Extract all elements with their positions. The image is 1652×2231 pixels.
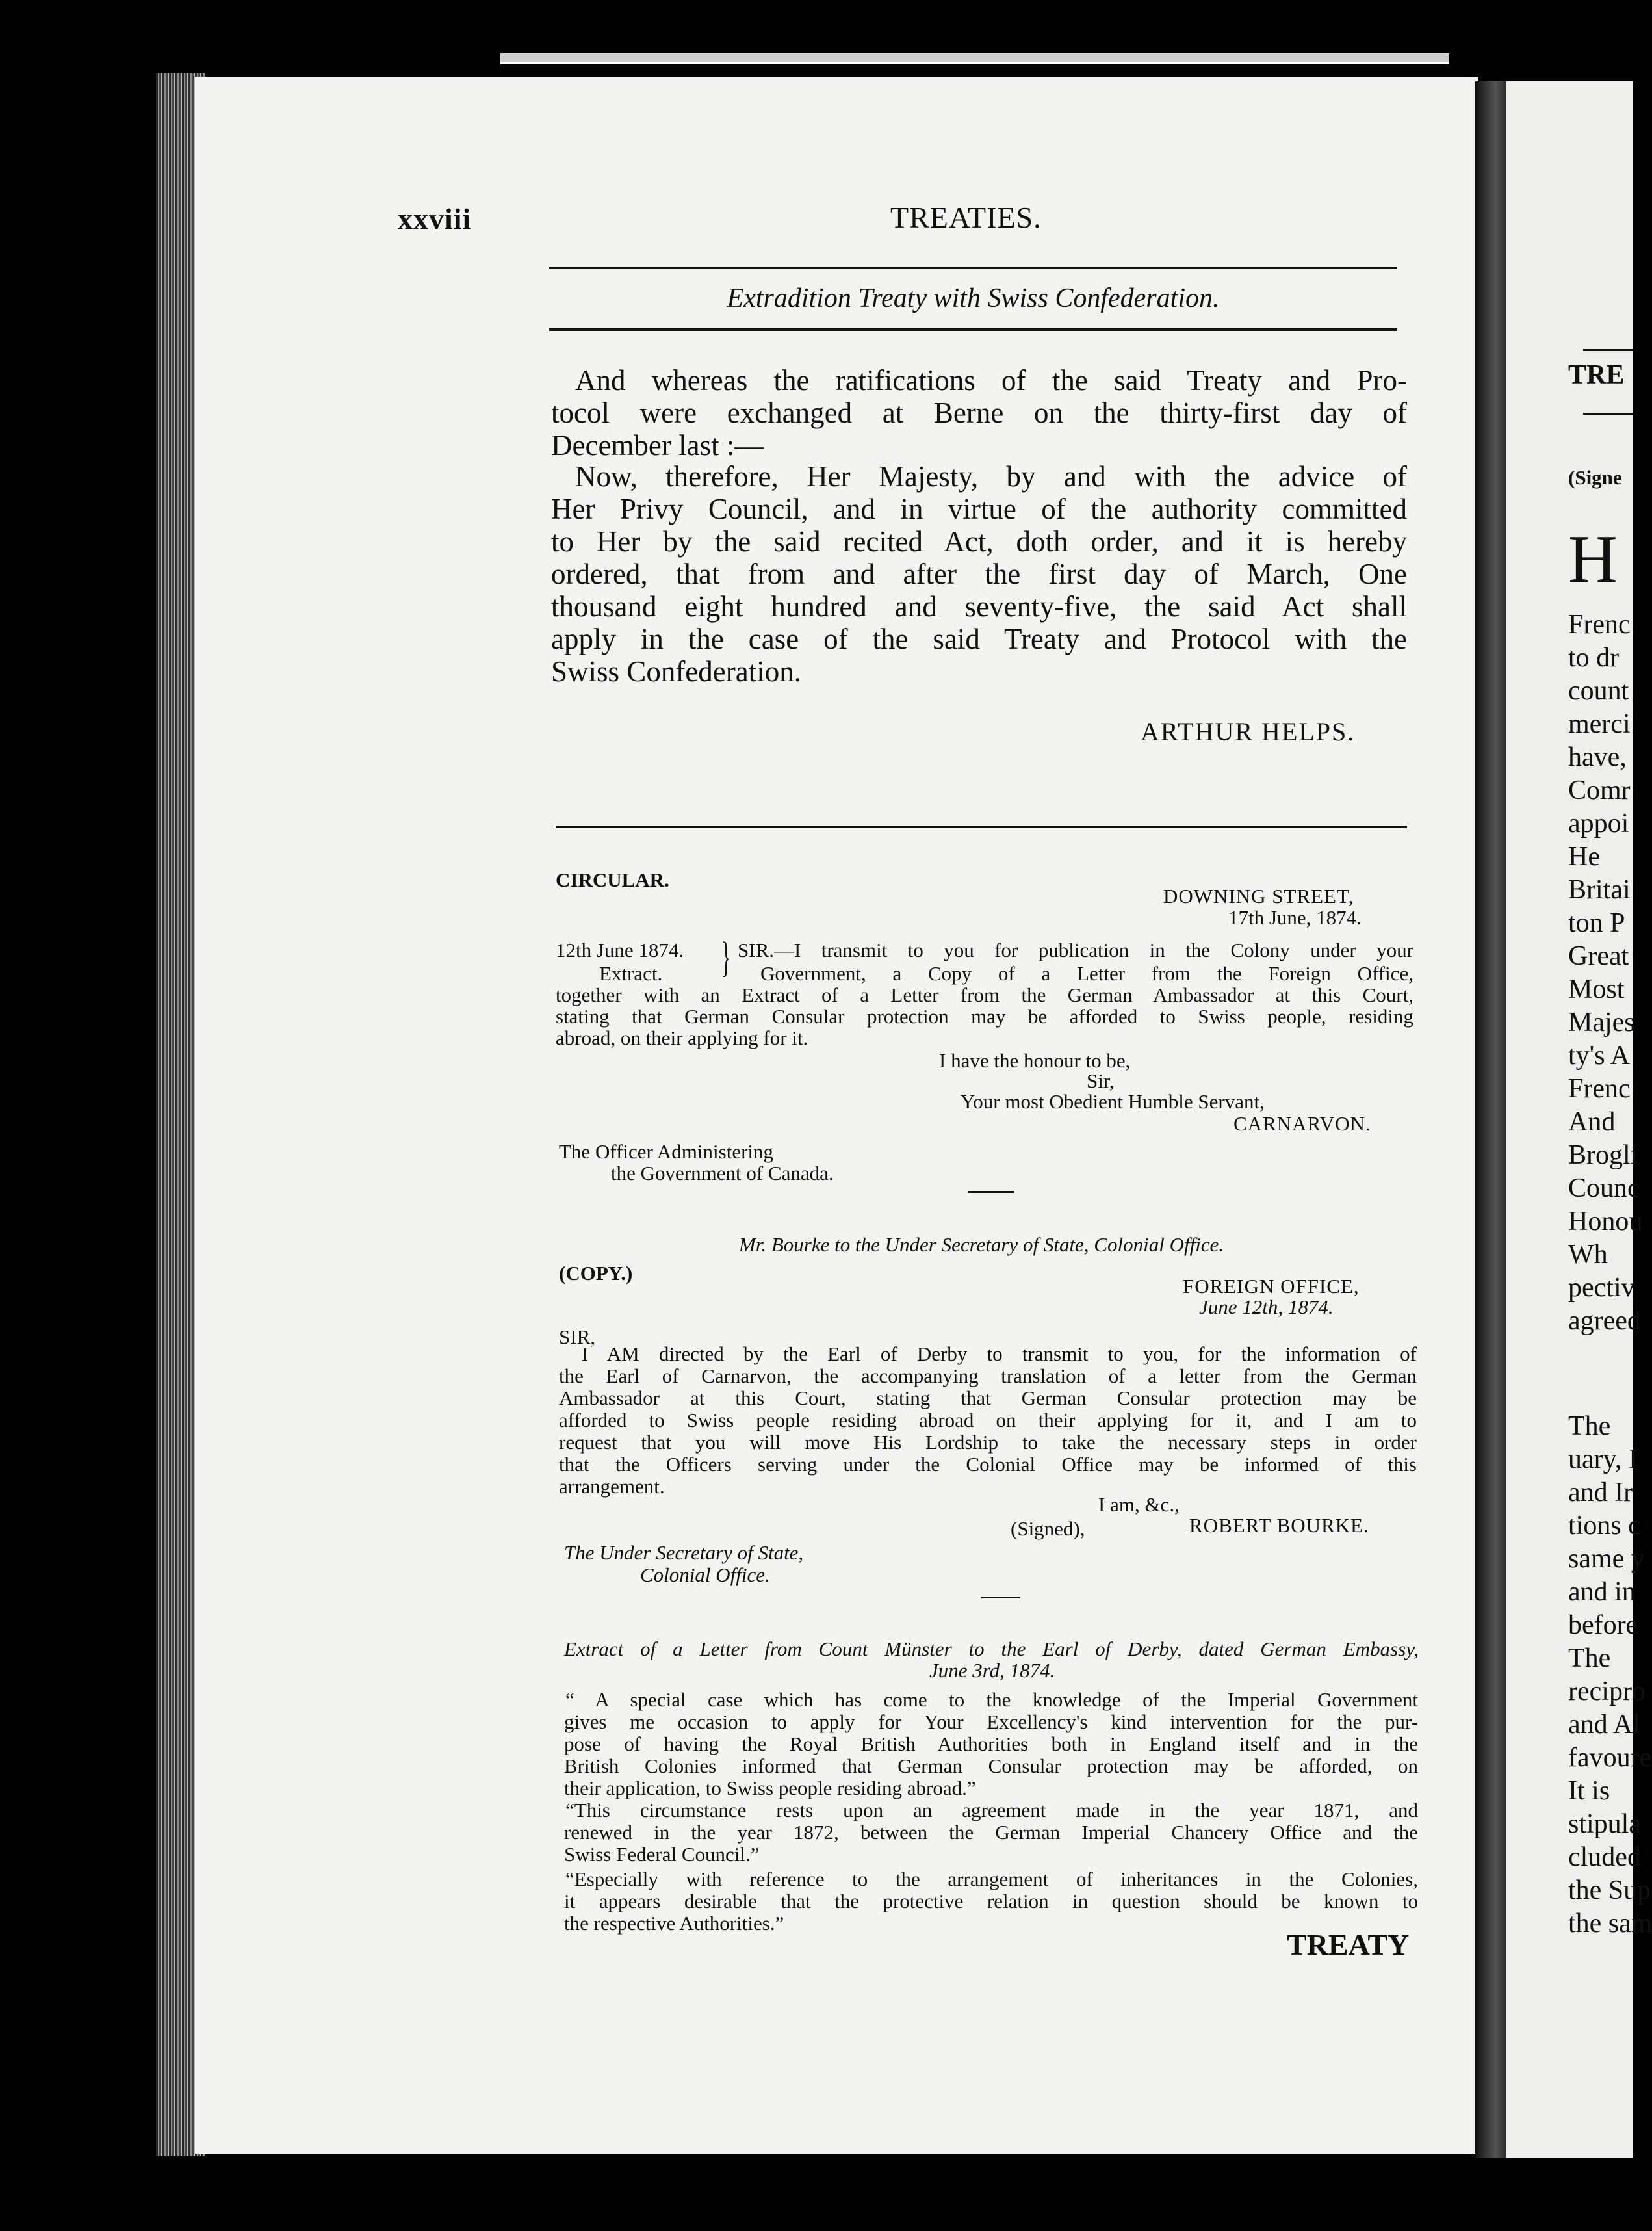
facing-line: Brogli — [1568, 1140, 1638, 1170]
letter-closing: I am, &c., — [1098, 1493, 1180, 1516]
extract-line: it appears desirable that the protective relation in question should be known to — [564, 1890, 1418, 1912]
facing-line: It is — [1568, 1776, 1610, 1806]
letter-signed: (Signed), — [1011, 1517, 1085, 1540]
header-rule-bottom — [549, 328, 1397, 331]
extract-line: “Especially with reference to the arrangement of inheritances in the Colonies, — [565, 1868, 1418, 1890]
circular-date: 17th June, 1874. — [1228, 906, 1362, 929]
order-line: tocol were exchanged at Berne on the thirty-first day of — [551, 397, 1407, 429]
letter-line: Ambassador at this Court, stating that German Consular protection may be — [559, 1387, 1417, 1409]
facing-line: ton P — [1568, 908, 1625, 938]
letter-signer: ROBERT BOURKE. — [1189, 1514, 1369, 1537]
facing-line: count — [1568, 676, 1629, 706]
margin-brace: } — [721, 933, 731, 981]
letter-line: afforded to Swiss people residing abroad on their applying for it, and I am to — [559, 1409, 1417, 1431]
order-signature: ARTHUR HELPS. — [1141, 717, 1356, 746]
facing-line: Counc — [1568, 1173, 1640, 1203]
extract-line: “This circumstance rests upon an agreement made in the year 1871, and — [565, 1799, 1418, 1821]
circular-line: stating that German Consular protection may be afforded to Swiss people, residing — [556, 1005, 1413, 1028]
facing-line: favoure — [1568, 1743, 1652, 1773]
facing-line: and Al — [1568, 1710, 1640, 1740]
facing-line: And — [1568, 1107, 1616, 1137]
facing-page — [1506, 81, 1652, 2158]
book-gutter — [1475, 81, 1509, 2158]
facing-line: The — [1568, 1411, 1611, 1441]
facing-line: H — [1568, 521, 1618, 597]
facing-line: stipula — [1568, 1809, 1641, 1839]
extract-heading: Extract of a Letter from Count Münster to the Earl of Derby, dated German Embassy, — [564, 1637, 1419, 1660]
facing-line: to dr — [1568, 643, 1620, 673]
order-line: And whereas the ratifications of the said Treaty and Pro- — [575, 364, 1407, 397]
extract-line: their application, to Swiss people residing abroad.” — [564, 1777, 976, 1799]
facing-line: pectiv — [1568, 1273, 1635, 1303]
letter-line: the Earl of Carnarvon, the accompanying translation of a letter from the German — [559, 1364, 1417, 1387]
circular-label: CIRCULAR. — [556, 868, 669, 891]
extract-line: pose of having the Royal British Authorities both in England itself and in the — [564, 1732, 1418, 1755]
order-line: December last :— — [551, 429, 764, 462]
page-number: xxviii — [398, 202, 472, 235]
letter-date: June 12th, 1874. — [1199, 1296, 1334, 1318]
facing-line: and in — [1568, 1577, 1636, 1607]
extract-line: Swiss Federal Council.” — [564, 1843, 760, 1866]
circular-addressee: the Government of Canada. — [611, 1162, 834, 1184]
facing-line: uary, I — [1568, 1444, 1638, 1474]
facing-line: (Signe — [1568, 466, 1622, 489]
facing-line: and Ir — [1568, 1478, 1633, 1507]
section-title: Extradition Treaty with Swiss Confederation. — [727, 283, 1220, 313]
margin-note: 12th June 1874. — [556, 939, 684, 961]
letter-salutation: SIR, — [559, 1325, 595, 1348]
catchword: TREATY — [1287, 1928, 1410, 1961]
facing-line: ty's A — [1568, 1041, 1631, 1071]
header-rule-top — [549, 267, 1397, 269]
circular-addressee: The Officer Administering — [559, 1140, 774, 1163]
extract-line: the respective Authorities.” — [564, 1912, 784, 1935]
circular-place: DOWNING STREET, — [1163, 885, 1354, 907]
margin-note: Extract. — [599, 962, 663, 985]
letter-addressee: The Under Secretary of State, — [564, 1541, 804, 1564]
facing-line: Wh — [1568, 1240, 1608, 1270]
order-line: thousand eight hundred and seventy-five, the said Act shall — [551, 590, 1407, 623]
facing-line: appoi — [1568, 809, 1629, 839]
copy-label: (COPY.) — [559, 1262, 633, 1285]
section-rule — [556, 826, 1407, 828]
facing-line: Majes — [1568, 1008, 1635, 1037]
running-title: TREATIES. — [890, 201, 1042, 234]
facing-line: Great — [1568, 941, 1629, 971]
circular-closing: Sir, — [1087, 1069, 1115, 1092]
circular-line: abroad, on their applying for it. — [556, 1026, 808, 1049]
order-line: Swiss Confederation. — [551, 655, 801, 688]
letter-addressee: Colonial Office. — [640, 1563, 770, 1586]
facing-line: Most — [1568, 974, 1625, 1004]
order-line: Her Privy Council, and in virtue of the authority committed — [551, 493, 1407, 525]
facing-line: agreed — [1568, 1306, 1641, 1336]
letter-line: request that you will move His Lordship to take the necessary steps in order — [559, 1431, 1417, 1454]
facing-line: Comr — [1568, 776, 1631, 805]
circular-line: together with an Extract of a Letter from the German Ambassador at this Court, — [556, 984, 1413, 1006]
facing-line: cluded — [1568, 1842, 1641, 1872]
facing-line: the sam — [1568, 1909, 1652, 1938]
extract-line: renewed in the year 1872, between the German Imperial Chancery Office and the — [564, 1821, 1418, 1844]
extract-heading-date: June 3rd, 1874. — [929, 1659, 1055, 1682]
page-top-edge — [500, 53, 1449, 64]
facing-line: recipro — [1568, 1677, 1646, 1706]
facing-line: Frenc — [1568, 610, 1631, 640]
order-line: to Her by the said recited Act, doth order, and it is hereby — [551, 525, 1407, 558]
facing-line: He — [1568, 842, 1600, 872]
facing-line: have, — [1568, 742, 1627, 772]
short-rule — [968, 1191, 1014, 1193]
order-line: apply in the case of the said Treaty and Protocol with the — [551, 623, 1407, 655]
facing-line: The — [1568, 1643, 1611, 1673]
circular-line: Government, a Copy of a Letter from the Foreign Office, — [760, 962, 1413, 985]
letter-line: that the Officers serving under the Colonial Office may be informed of this — [559, 1453, 1417, 1476]
facing-line: the Sup — [1568, 1875, 1651, 1905]
facing-line: Frenc — [1568, 1074, 1631, 1104]
letter-heading: Mr. Bourke to the Under Secretary of State, Colonial Office. — [738, 1233, 1224, 1256]
facing-line: Britai — [1568, 875, 1631, 905]
extract-line: gives me occasion to apply for Your Excellency's kind intervention for the pur- — [564, 1710, 1418, 1733]
extract-line: British Colonies informed that German Consular protection may be afforded, on — [564, 1755, 1418, 1777]
circular-line: SIR.—I transmit to you for publication in the Colony under your — [738, 939, 1413, 961]
facing-rule — [1583, 413, 1633, 415]
circular-closing: I have the honour to be, — [939, 1049, 1131, 1072]
facing-rule — [1583, 349, 1633, 351]
letter-line: I AM directed by the Earl of Derby to transmit to you, for the information of — [582, 1342, 1417, 1365]
facing-line: tions c — [1568, 1511, 1640, 1541]
letter-place: FOREIGN OFFICE, — [1183, 1275, 1360, 1298]
facing-line: merci — [1568, 709, 1631, 739]
facing-line: same y — [1568, 1544, 1645, 1574]
facing-line: TRE — [1568, 360, 1625, 390]
order-line: Now, therefore, Her Majesty, by and with the advice of — [575, 460, 1407, 493]
circular-closing: Your most Obedient Humble Servant, — [961, 1090, 1265, 1113]
circular-signer: CARNARVON. — [1233, 1112, 1371, 1135]
order-line: ordered, that from and after the first day of March, One — [551, 558, 1407, 590]
short-rule — [981, 1597, 1020, 1598]
extract-line: “ A special case which has come to the knowledge of the Imperial Government — [565, 1688, 1418, 1711]
facing-line: Honou — [1568, 1207, 1643, 1236]
facing-line: before — [1568, 1610, 1638, 1640]
letter-line: arrangement. — [559, 1475, 665, 1498]
